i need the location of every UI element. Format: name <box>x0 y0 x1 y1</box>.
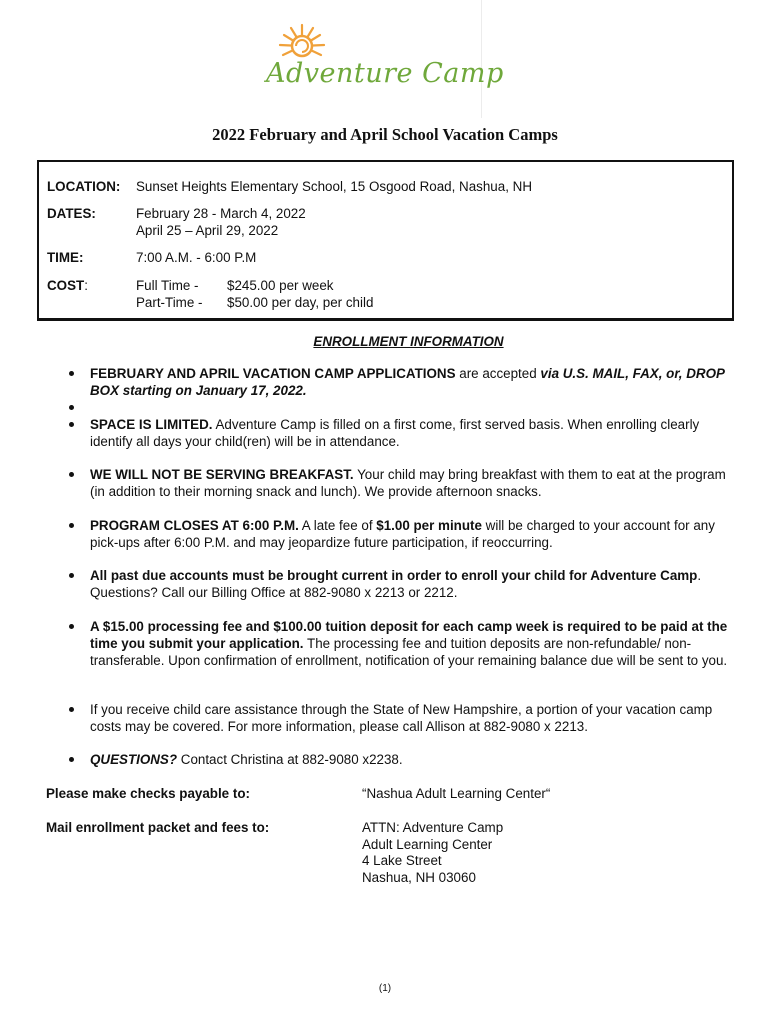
bullet-icon <box>69 405 74 410</box>
page-title: 2022 February and April School Vacation Camps <box>212 125 558 144</box>
list-item: If you receive child care assistance through the State of New Hampshire, a portion of your vacation camp costs may be covered. For more information, please call Allison at 882-9080 x 2213. <box>90 701 730 735</box>
time-label: TIME: <box>47 250 84 265</box>
location-label: LOCATION: <box>47 179 121 194</box>
address-line: 4 Lake Street <box>362 853 442 868</box>
list-item: All past due accounts must be brought current in order to enroll your child for Adventure Camp. Questions? Call our Billing Office at 882-9080 x 2213 or 2212. <box>90 567 730 601</box>
time-value: 7:00 A.M. - 6:00 P.M <box>136 250 257 265</box>
enrollment-heading: ENROLLMENT INFORMATION <box>313 334 504 349</box>
list-item: A $15.00 processing fee and $100.00 tuition deposit for each camp week is required to be paid at the time you submit your application. The processing fee and tuition deposits are non-refundable/ non-transferable. Upon confirmation of enrollment, notification of your remaining balance due will be sent to you. <box>90 618 730 669</box>
bullet-icon <box>69 757 74 762</box>
dates-line-2: April 25 – April 29, 2022 <box>136 222 279 238</box>
bullet-icon <box>69 472 74 477</box>
address-line: Adult Learning Center <box>362 836 493 852</box>
cost-full-time: Full Time - $245.00 per week <box>136 278 334 293</box>
list-item: FEBRUARY AND APRIL VACATION CAMP APPLICATIONS are accepted via U.S. MAIL, FAX, or, DROP BOX starting on January 17, 2022. <box>90 365 730 399</box>
checks-payable-label: Please make checks payable to: <box>46 786 250 801</box>
cost-part-time: Part-Time - $50.00 per day, per child <box>136 294 374 310</box>
bullet-icon <box>69 624 74 629</box>
list-item: WE WILL NOT BE SERVING BREAKFAST. Your child may bring breakfast with them to eat at the program (in addition to their morning snack and lunch). We provide afternoon snacks. <box>90 466 730 500</box>
bullet-icon <box>69 573 74 578</box>
bullet-icon <box>69 422 74 427</box>
checks-payable-value: “Nashua Adult Learning Center“ <box>362 786 551 801</box>
list-item: QUESTIONS? Contact Christina at 882-9080 x2238. <box>90 751 730 768</box>
bullet-icon <box>69 523 74 528</box>
mail-enrollment-label: Mail enrollment packet and fees to: <box>46 820 270 835</box>
dates-line-1: February 28 - March 4, 2022 <box>136 206 306 221</box>
bullet-icon <box>69 371 74 376</box>
logo-text: Adventure Camp <box>266 58 504 89</box>
list-item: SPACE IS LIMITED. Adventure Camp is filled on a first come, first served basis. When enrolling clearly identify all days your child(ren) will be in attendance. <box>90 416 730 450</box>
page-number: (1) <box>378 983 392 994</box>
address-line: Nashua, NH 03060 <box>362 869 476 885</box>
cost-label: COST: <box>47 278 88 293</box>
mailing-address <box>362 820 503 886</box>
dates-label: DATES: <box>47 206 96 221</box>
address-line: ATTN: Adventure Camp <box>362 820 504 835</box>
location-value: Sunset Heights Elementary School, 15 Osgood Road, Nashua, NH <box>136 179 532 194</box>
bullet-icon <box>69 707 74 712</box>
list-item: PROGRAM CLOSES AT 6:00 P.M. A late fee of $1.00 per minute will be charged to your account for any pick-ups after 6:00 P.M. and may jeopardize future participation, if reoccurring. <box>90 517 730 551</box>
